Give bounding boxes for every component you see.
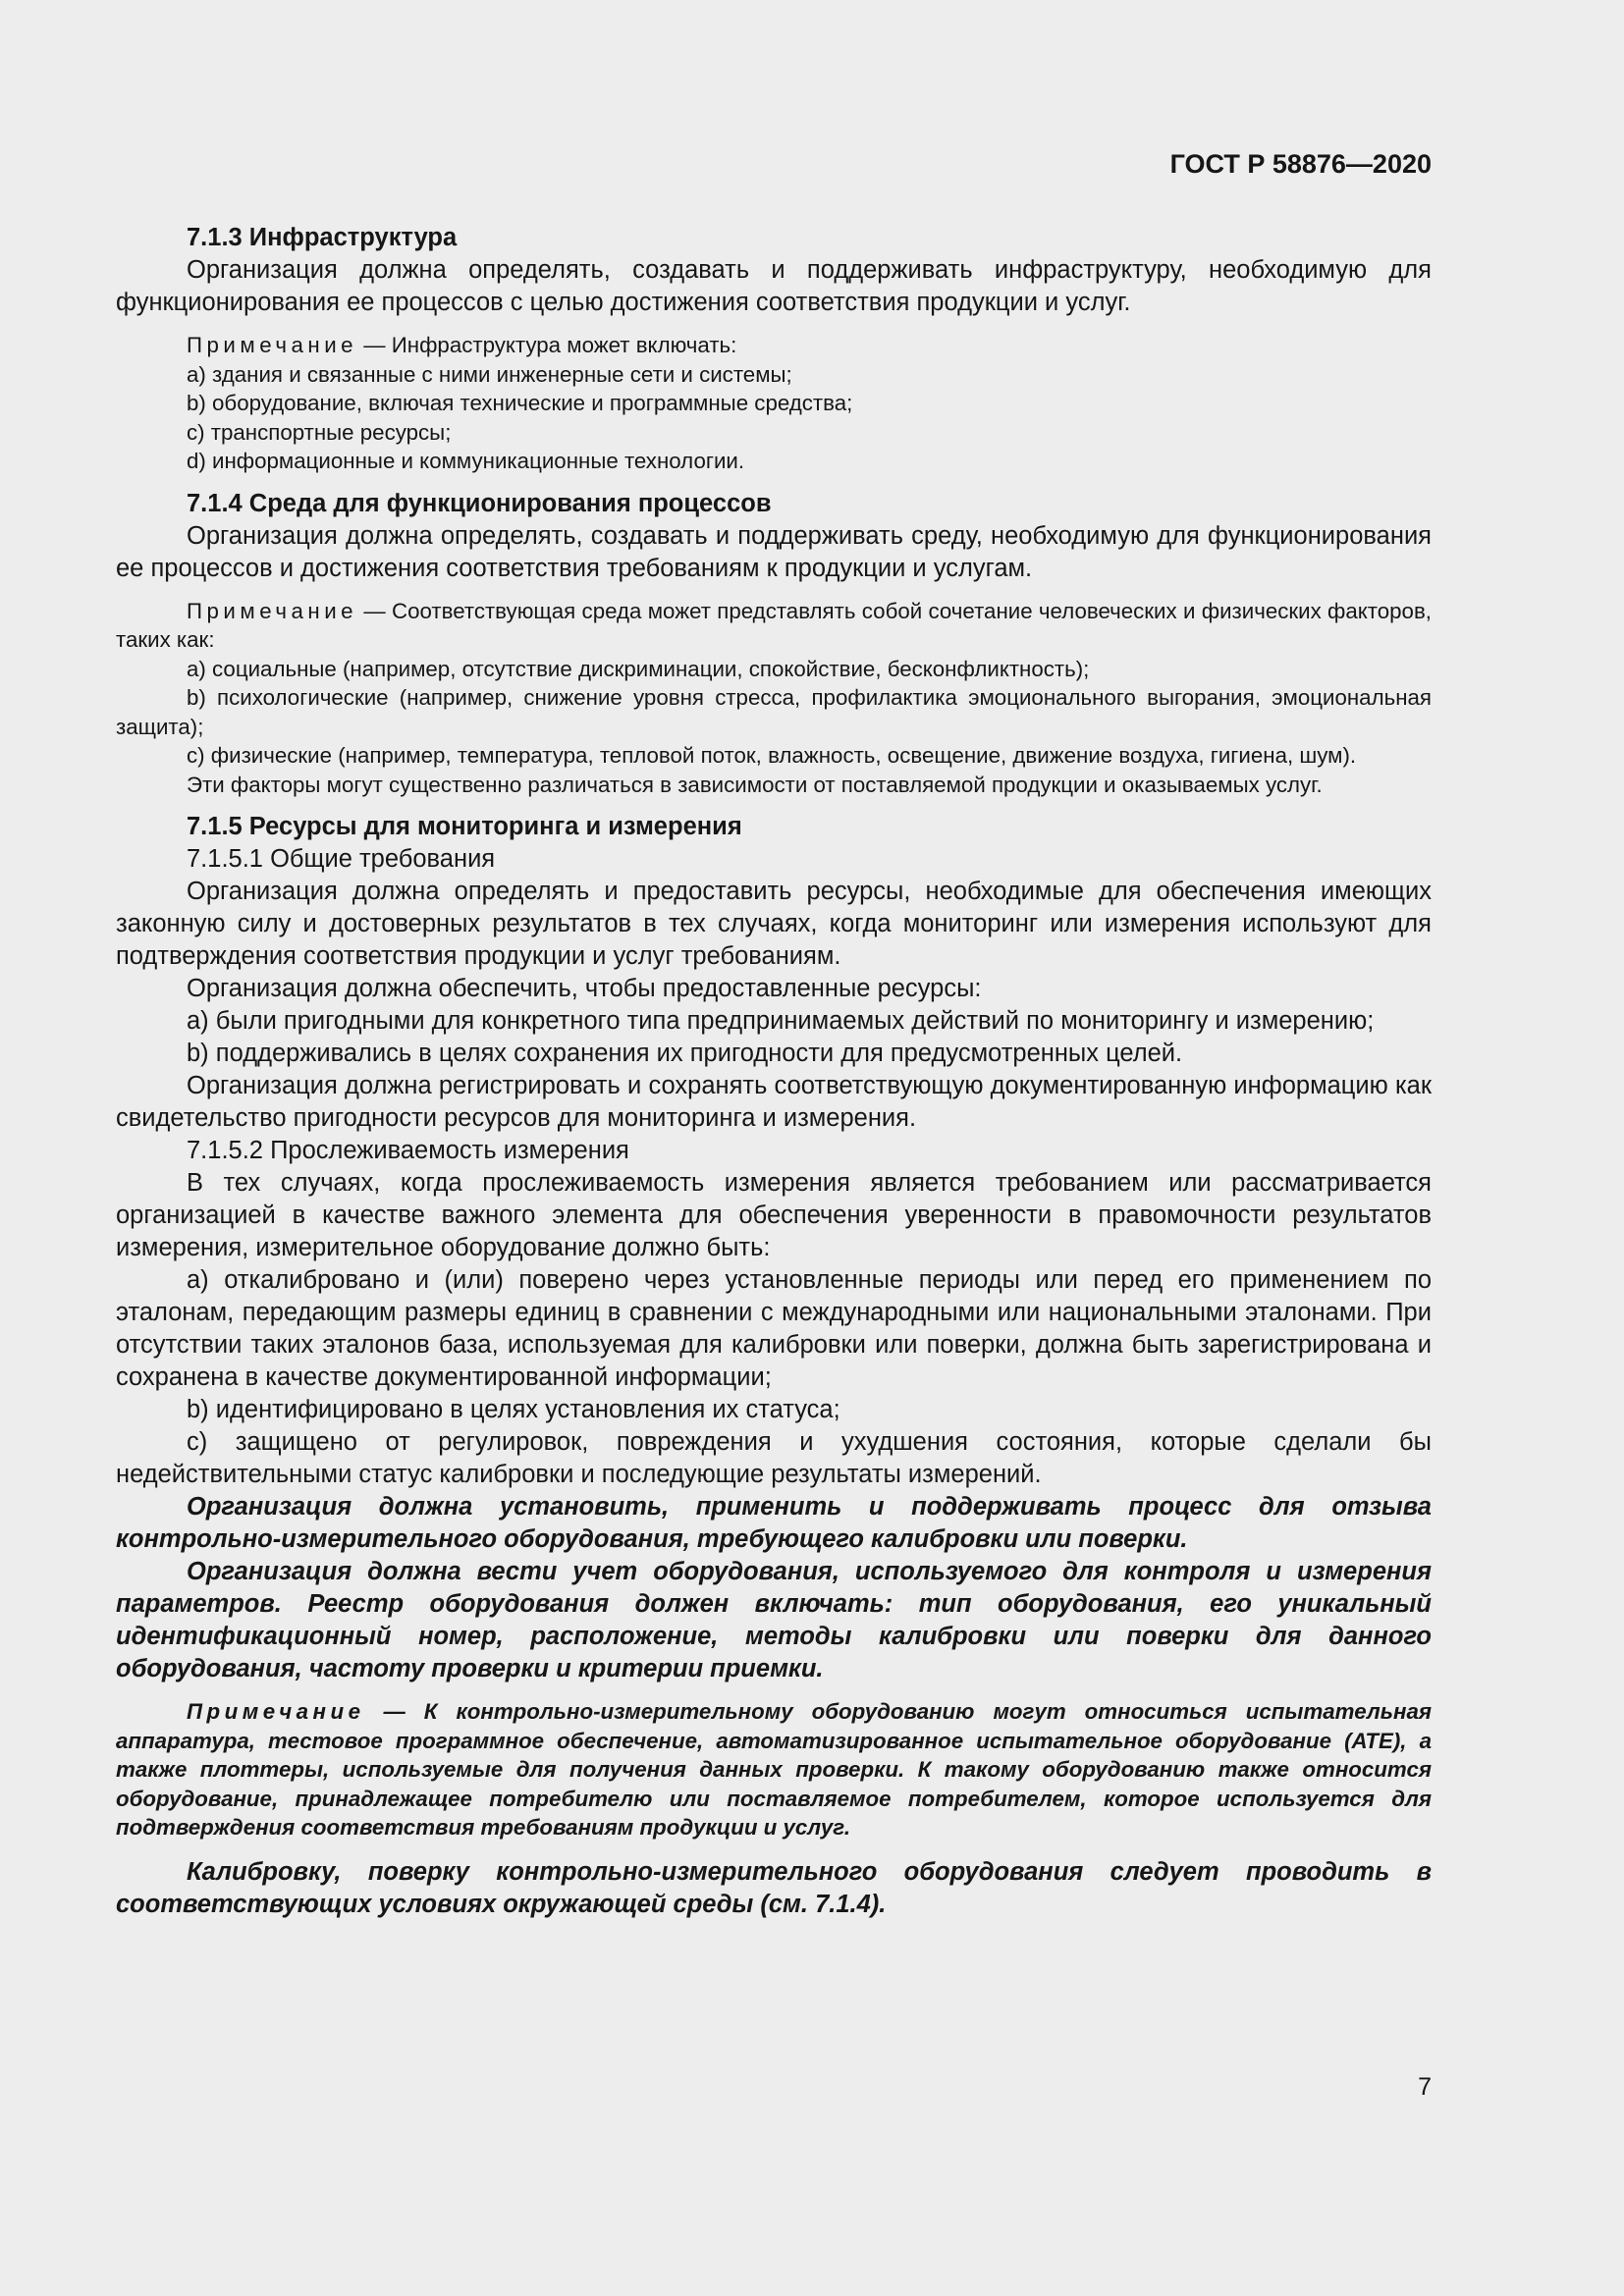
document-id-header: ГОСТ Р 58876—2020 (1169, 149, 1432, 179)
list-item: b) оборудование, включая технические и программные средства; (187, 391, 853, 415)
note-conclusion: Эти факторы могут существенно различаться в зависимости от поставляемой продукции и оказываемых услуг. (187, 772, 1323, 797)
list-item: b) психологические (например, снижение уровня стресса, профилактика эмоционального выгорания, эмоциональная защита); (116, 685, 1432, 739)
emphasized-requirement: Калибровку, поверку контрольно-измерительного оборудования следует проводить в соответствующих условиях окружающей среды (см. 7.1.4). (116, 1857, 1432, 1918)
emphasized-requirement: Организация должна установить, применить и поддерживать процесс для отзыва контрольно-измерительного оборудования, требующего калибровки или поверки. (116, 1493, 1432, 1553)
note-text: — Инфраструктура может включать: (357, 333, 737, 357)
section-7-1-4-note (116, 597, 1432, 800)
subsection-7-1-5-2-title: 7.1.5.2 Прослеживаемость измерения (187, 1137, 629, 1164)
list-item: c) защищено от регулировок, повреждения и ухудшения состояния, которые сделали бы недействительными статус калибровки и последующие результаты измерений. (116, 1428, 1432, 1488)
section-7-1-4-heading: 7.1.4 Среда для функционирования процессов (187, 489, 772, 517)
list-item: а) здания и связанные с ними инженерные сети и системы; (187, 361, 792, 387)
list-item: c) физические (например, температура, тепловой поток, влажность, освещение, движение воздуха, гигиена, шум). (187, 743, 1357, 768)
subsection-7-1-5-1-title: 7.1.5.1 Общие требования (187, 845, 496, 873)
list-item: b) поддерживались в целях сохранения их пригодности для предусмотренных целей. (187, 1040, 1183, 1067)
paragraph: Организация должна регистрировать и сохранять соответствующую документированную информацию как свидетельство пригодности ресурсов для мониторинга и измерения. (116, 1072, 1432, 1132)
note-label: Примечание (187, 333, 358, 357)
section-7-1-3-note (116, 331, 1432, 476)
list-item: а) социальные (например, отсутствие дискриминации, спокойствие, бесконфликтность); (187, 656, 1090, 681)
note-text: — Соответствующая среда может представлять собой сочетание человеческих и физических факторов, таких как: (116, 598, 1432, 652)
note-text: — К контрольно-измерительному оборудованию могут относиться испытательная аппаратура, тестовое программное обеспечение, автоматизированное испытательное оборудование (АТЕ), а также плоттеры, используемые для получения данных проверки. К такому оборудованию также относится оборудование, принадлежащее потребителю или поставляемое потребителем, которое используется для подтверждения соответствия требованиям продукции и услуг. (116, 1699, 1432, 1840)
list-item: а) откалибровано и (или) поверено через установленные периоды или перед его применением по эталонам, передающим размеры единиц в сравнении с международными или национальными эталонами. При отсутствии таких эталонов база, используемая для калибровки или поверки, должна быть зарегистрирована и сохранена в качестве документированной информации; (116, 1266, 1432, 1391)
note-label: Примечание (187, 1699, 365, 1724)
paragraph: В тех случаях, когда прослеживаемость измерения является требованием или рассматривается организацией в качестве важного элемента для обеспечения уверенности в правомочности результатов измерения, измерительное оборудование должно быть: (116, 1169, 1432, 1261)
paragraph: Организация должна определять и предоставить ресурсы, необходимые для обеспечения имеющих законную силу и достоверных результатов в тех случаях, когда мониторинг или измерения используют для подтверждения соответствия продукции и услуг требованиям. (116, 878, 1432, 970)
page-number: 7 (1418, 2073, 1432, 2101)
section-7-1-5-heading: 7.1.5 Ресурсы для мониторинга и измерения (187, 813, 742, 840)
section-7-1-4-paragraph: Организация должна определять, создавать и поддерживать среду, необходимую для функционирования ее процессов и достижения соответствия требованиям к продукции и услугам. (116, 521, 1432, 582)
list-item: а) были пригодными для конкретного типа предпринимаемых действий по мониторингу и измерению; (187, 1007, 1375, 1035)
emphasized-requirement: Организация должна вести учет оборудования, используемого для контроля и измерения параметров. Реестр оборудования должен включать: тип оборудования, его уникальный идентификационный номер, расположение, методы калибровки или поверки для данного оборудования, частоту проверки и критерии приемки. (116, 1558, 1432, 1682)
paragraph: Организация должна обеспечить, чтобы предоставленные ресурсы: (187, 975, 982, 1002)
section-7-1-3-heading: 7.1.3 Инфраструктура (187, 224, 458, 251)
section-7-1-5-note (116, 1697, 1432, 1842)
note-label: Примечание (187, 598, 358, 623)
section-7-1-3-paragraph: Организация должна определять, создавать и поддерживать инфраструктуру, необходимую для функционирования ее процессов с целью достижения соответствия продукции и услуг. (116, 256, 1432, 316)
page-content (116, 222, 1432, 1921)
list-item: b) идентифицировано в целях установления их статуса; (187, 1396, 840, 1423)
list-item: d) информационные и коммуникационные технологии. (187, 449, 745, 473)
list-item: c) транспортные ресурсы; (187, 419, 452, 445)
document-page (116, 0, 1432, 2296)
